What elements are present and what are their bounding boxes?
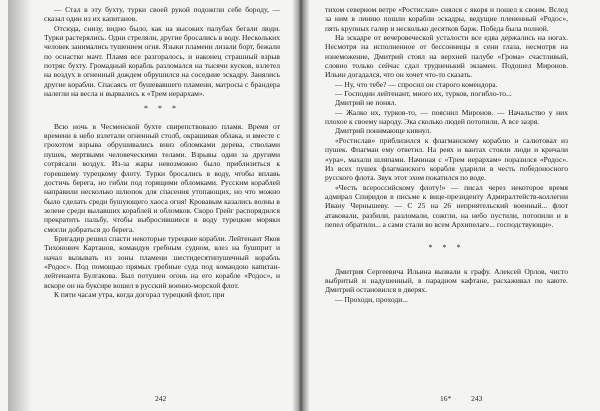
scan-shadow — [8, 0, 32, 411]
section-divider: * * * — [428, 243, 465, 253]
paragraph: — Проходи, проходи... — [335, 294, 408, 304]
paragraph: «Честь всероссийскому флоту!» — писал через некоторое время адмирал Спиридов в письме к вице-президенту Адмиралтейств-коллегии Ивану Чернышеву. — С 25 на 26 неприятельский военный... флот атаковали, разбили, разломали, сожгли, на небо пустили, потопили и в пепел обратили... а сами стали во всем Архипелаге... господствующи». — [325, 182, 568, 229]
right-page-number: 243 — [471, 394, 483, 403]
paragraph: Отсюда, снизу, видно было, как на высоких палубах бегали люди. Турки растерялись. Одни стреляли, другие бросались в воду. Нескольких человек занимались тушением огня. Языки пламени лизали борт, бежали по оснастке мачт. Пламя все разгоралось, и наконец страшный взрыв потряс бухту. Громадный корабль разломался на тысячи кусков, взлетел на воздух в огненный дождем обрушился на соседние эскадру. Занялись другие корабли. Спасаясь от бушевавшего пламени, матросы с брандера налегли на весла и вырвались к «Трем иерархам». — [44, 23, 280, 99]
paragraph: Всю ночь в Чесменской бухте свирепствовало пламя. Время от времени в небо взлетали огненный столб, окрашивая облака, и вместе с грохотом взрыва обрушивались вниз обломками дерева, стволами пушек, мертвыми человеческими телами. Взрывы одни за другими сотрясали воздух. Из-за жары невозможно было приблизиться к горевшему турецкому флоту. Турки бросались в воду, чтобы вплавь достичь берега, но гибли под горящими обломками. Русским кораблей направили несколько шлюпок для спасения утопающих, но что можно было сделать среди бушующего хаоса огня! Кровавым казались волны в зелене среди вылавших кораблей и обломков. Скоро Грейг распорядился прекратить пальбу, чтобы выбросившиеся в воду турецкие моряки смогли добраться до берега. — [44, 121, 280, 234]
right-page-footer — [440, 394, 482, 403]
paragraph: Бригадир решил спасти некоторые турецкие корабли. Лейтенант Яков Тихонович Картанов, командуя гребным судном, влез на бушприт и начал вызывать из зоны пламени шестидесятипушечный корабль «Родос». Под помощью прямых гребные суда под командою капитан-лейтенанта Булгакова. Был потушен огонь на его корабле «Родос», и вскоре он на буксире вошел в русский военно-морской флот. — [44, 233, 280, 290]
right-page — [300, 0, 600, 411]
paragraph: Дмитрия Сергеевича Ильина вызвали к графу. Алексей Орлов, чисто выбритый и надушенный, в парадном кафтане, расхаживал по каюте. Дмитрий остановился в дверях. — [325, 266, 568, 295]
paragraph: — Господин лейтенант, много их, турков, погибло-то... — [335, 89, 512, 99]
left-page-text — [44, 5, 280, 299]
paragraph: Дмитрий понимающе кивнул. — [335, 126, 432, 136]
left-page-number: 242 — [155, 394, 167, 403]
paragraph: «Ростислав» приблизился к флагманскому кораблю и салютовал из пушек. Флагман ему ответил. На реях и вантах стояли люди и кричали «ура», махали шляпами. Начиная с «Трем иерархам» поразился «Родос». Из всех пушек флагманского корабля ударили в честь победоносного русского флота. Звук этот эхом покатился по воде. — [325, 135, 568, 183]
book-gutter — [292, 0, 310, 411]
right-page-text — [325, 5, 568, 304]
paragraph: — Стал в эту бухту, турки своей рукой подожгли себе бороду, — сказал один из их капитанов. — [44, 5, 280, 24]
paragraph: — Жалко их, турков-то, — пояснил Миронов. — Начальство у них плохое к своему народу. Эка сколько людей потопили. А все зазря. — [325, 107, 568, 127]
paragraph: Дмитрий не понял. — [335, 98, 397, 108]
signature-mark: 16* — [440, 394, 452, 403]
paragraph: тихом северном ветре «Ростислав» снялся с якоря и пошел к своим. Вслед за ним в линию пошли корабли эскадры, ведущие плененный «Родос», пять крупных галер и несколько десятков барж. Победа была полной. — [325, 5, 568, 33]
paragraph: К пяти часам утра, когда догорал турецкий флот, при — [54, 289, 225, 299]
paragraph: — Ну, что тебе? — спросил он старого комендора. — [335, 79, 498, 89]
paragraph: На эскадре от вечеровеческой усталости все едва держались на ногах. Несмотря на исполненное от бессонницы в сени глаза, несмотря на изнеможение, Дмитрий стоял на верхней палубе «Грома» счастливый, словно только сейчас сдал трудненький экзамен. Подошел Миронов. Ильин догадался, что он хочет что-то сказать. — [325, 33, 568, 80]
section-divider: * * * — [144, 104, 180, 114]
